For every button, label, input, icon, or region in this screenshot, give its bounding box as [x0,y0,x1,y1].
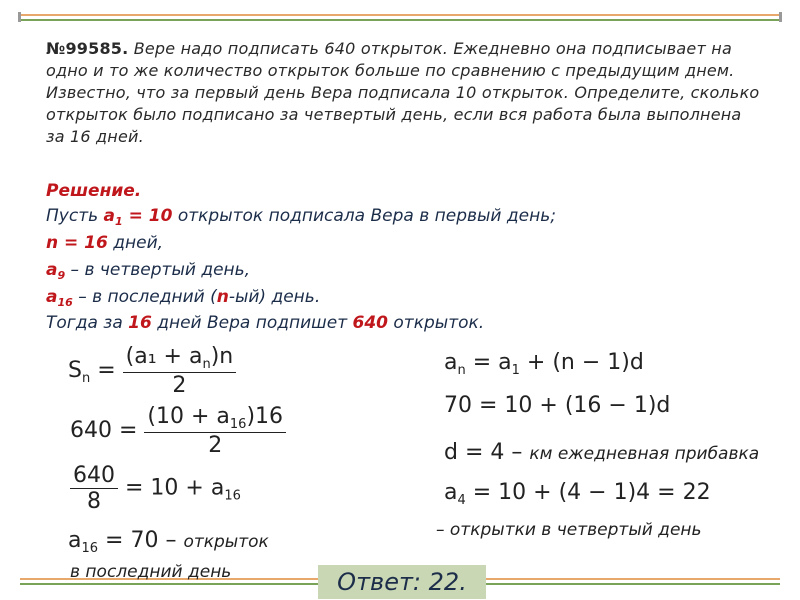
formula-simplified: $\frac{640}{8}$ = $10 + a_{16}$ [70,463,241,514]
formula-nth-term: $a_n = a_1 + (n - 1)d$ [444,350,644,378]
corner-mark-right [779,12,782,22]
problem-number: №99585. [46,39,129,58]
top-line-orange [20,14,780,16]
formula-sum-substituted: 640 = $\frac{(10 + a_{16})16}{2}$ [70,404,286,458]
answer-box: Ответ: 22. [318,565,486,599]
problem-statement [46,38,764,148]
formula-a4: $a_4 = 10 + (4 - 1)4 = 22$ [444,480,711,508]
formula-a16: $a_{16} = 70$ – открыток [68,528,269,556]
formula-d: d = 4 – км ежедневная прибавка [444,440,760,465]
a16-note: в последний день [70,562,232,582]
solution-line-3: $a_9$ – в четвертый день, [46,260,251,282]
solution-heading: Решение. [46,181,142,201]
corner-mark-left [18,12,21,22]
solution-line-1: Пусть $a_1 = 10$ открыток подписала Вера в первый день; [46,206,556,228]
top-line-green [20,19,780,21]
formula-nth-substituted: 70 = 10 + (16 − 1)d [444,393,671,418]
problem-text: Вере надо подписать 640 открыток. Ежедневно она подписывает на одно и то же количество открыток больше по сравнению с предыдущим днем. Известно, что за первый день Вера подписала 10 открыток. Определите, сколько открыток было подписано за четвертый день, если вся работа была выполнена за 16 дней. [46,39,760,146]
solution-line-5: Тогда за 16 дней Вера подпишет 640 открыток. [46,313,485,333]
solution-line-2: n = 16 дней, [46,233,164,253]
formula-sum: $S_n$ = $\frac{(a_1 + a_n)n}{2}$ [68,344,236,398]
a4-note: – открытки в четвертый день [436,520,702,540]
solution-line-4: $a_{16}$ – в последний (n-ый) день. [46,287,321,309]
